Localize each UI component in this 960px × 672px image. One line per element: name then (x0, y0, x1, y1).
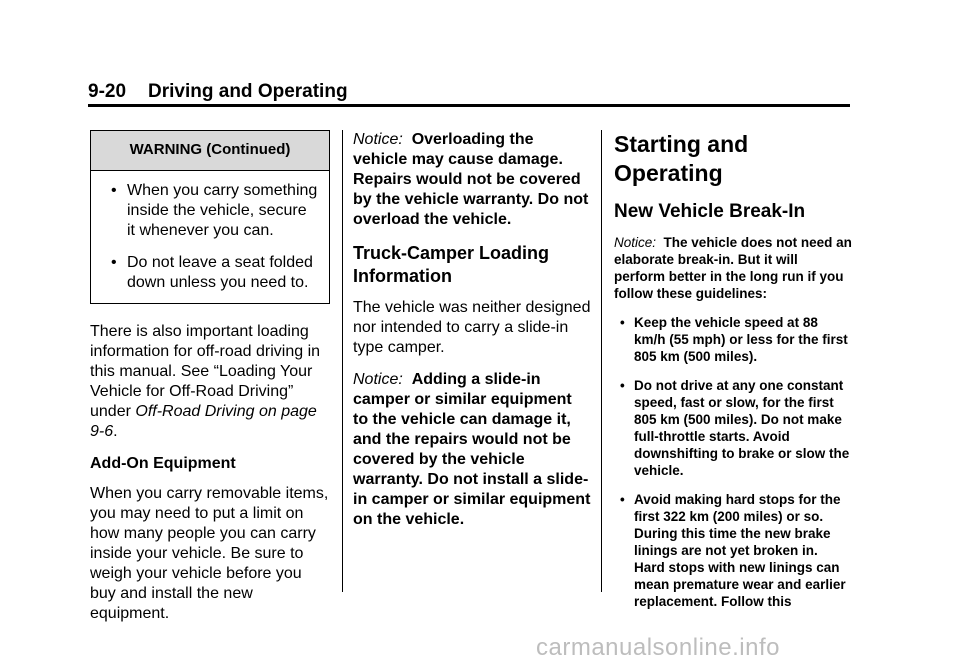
notice-overloading: Notice: Overloading the vehicle may cause damage. Repairs would not be covered by the vehicle warranty. Do not overload the vehicle. (353, 131, 589, 228)
list-item: • Avoid making hard stops for the first 322 km (200 miles) or so. During this time the new brake linings are not yet broken in. Hard stops with new linings can mean premature wear and earlier replacement. Follow this (620, 492, 846, 609)
bullet-icon: • (620, 315, 625, 330)
column-divider-2 (601, 130, 602, 592)
bullet-icon: • (111, 182, 117, 199)
column-3 (614, 130, 852, 622)
addon-paragraph: When you carry removable items, you may need to put a limit on how many people you can carry inside your vehicle. Be sure to weigh your vehicle before you buy and install the new equipment. (90, 485, 329, 622)
starting-operating-heading: Starting and Operating (614, 131, 749, 186)
notice-slide-in: Notice: Adding a slide-in camper or similar equipment to the vehicle can damage it, and the repairs would not be covered by the vehicle warranty. Do not install a slide-in camper or similar equipment on the vehicle. (353, 371, 591, 528)
warning-list (91, 171, 329, 303)
bullet-icon: • (620, 378, 625, 393)
camper-paragraph: The vehicle was neither designed nor intended to carry a slide-in type camper. (353, 299, 591, 356)
warning-title: WARNING (Continued) (91, 131, 329, 171)
page-header (88, 80, 850, 104)
warning-bullet: • Do not leave a seat folded down unless you need to. (111, 254, 313, 291)
list-item: • Do not drive at any one constant speed, fast or slow, for the first 805 km (500 miles). Do not make full-throttle starts. Avoid downshifting to brake or slow the vehicle. (620, 378, 850, 478)
header-rule (88, 104, 850, 107)
truck-camper-heading: Truck-Camper Loading Information (353, 243, 550, 286)
column-divider-1 (342, 130, 343, 592)
addon-heading: Add-On Equipment (90, 455, 236, 472)
break-in-list (614, 314, 852, 610)
break-in-heading: New Vehicle Break-In (614, 201, 806, 222)
warning-box (90, 130, 330, 304)
column-2 (353, 130, 591, 542)
notice-break-in: Notice: The vehicle does not need an elaborate break-in. But it will perform better in the long run if you follow these guidelines: (614, 235, 852, 301)
watermark: carmanualsonline.info (536, 634, 780, 661)
page-number: 9-20 (88, 81, 127, 102)
section-title: Driving and Operating (148, 81, 348, 102)
column-1 (90, 130, 330, 636)
list-item: • Keep the vehicle speed at 88 km/h (55 mph) or less for the first 805 km (500 miles). (620, 315, 848, 364)
bullet-icon: • (620, 492, 625, 507)
loading-info-paragraph: There is also important loading information for off-road driving in this manual. See “Loading Your Vehicle for Off-Road Driving” under Off-Road Driving on page 9-6. (90, 323, 321, 440)
bullet-icon: • (111, 254, 117, 271)
warning-bullet: • When you carry something inside the vehicle, secure it whenever you can. (111, 182, 318, 239)
cross-reference-link[interactable]: Off-Road Driving on page 9-6 (90, 403, 317, 440)
